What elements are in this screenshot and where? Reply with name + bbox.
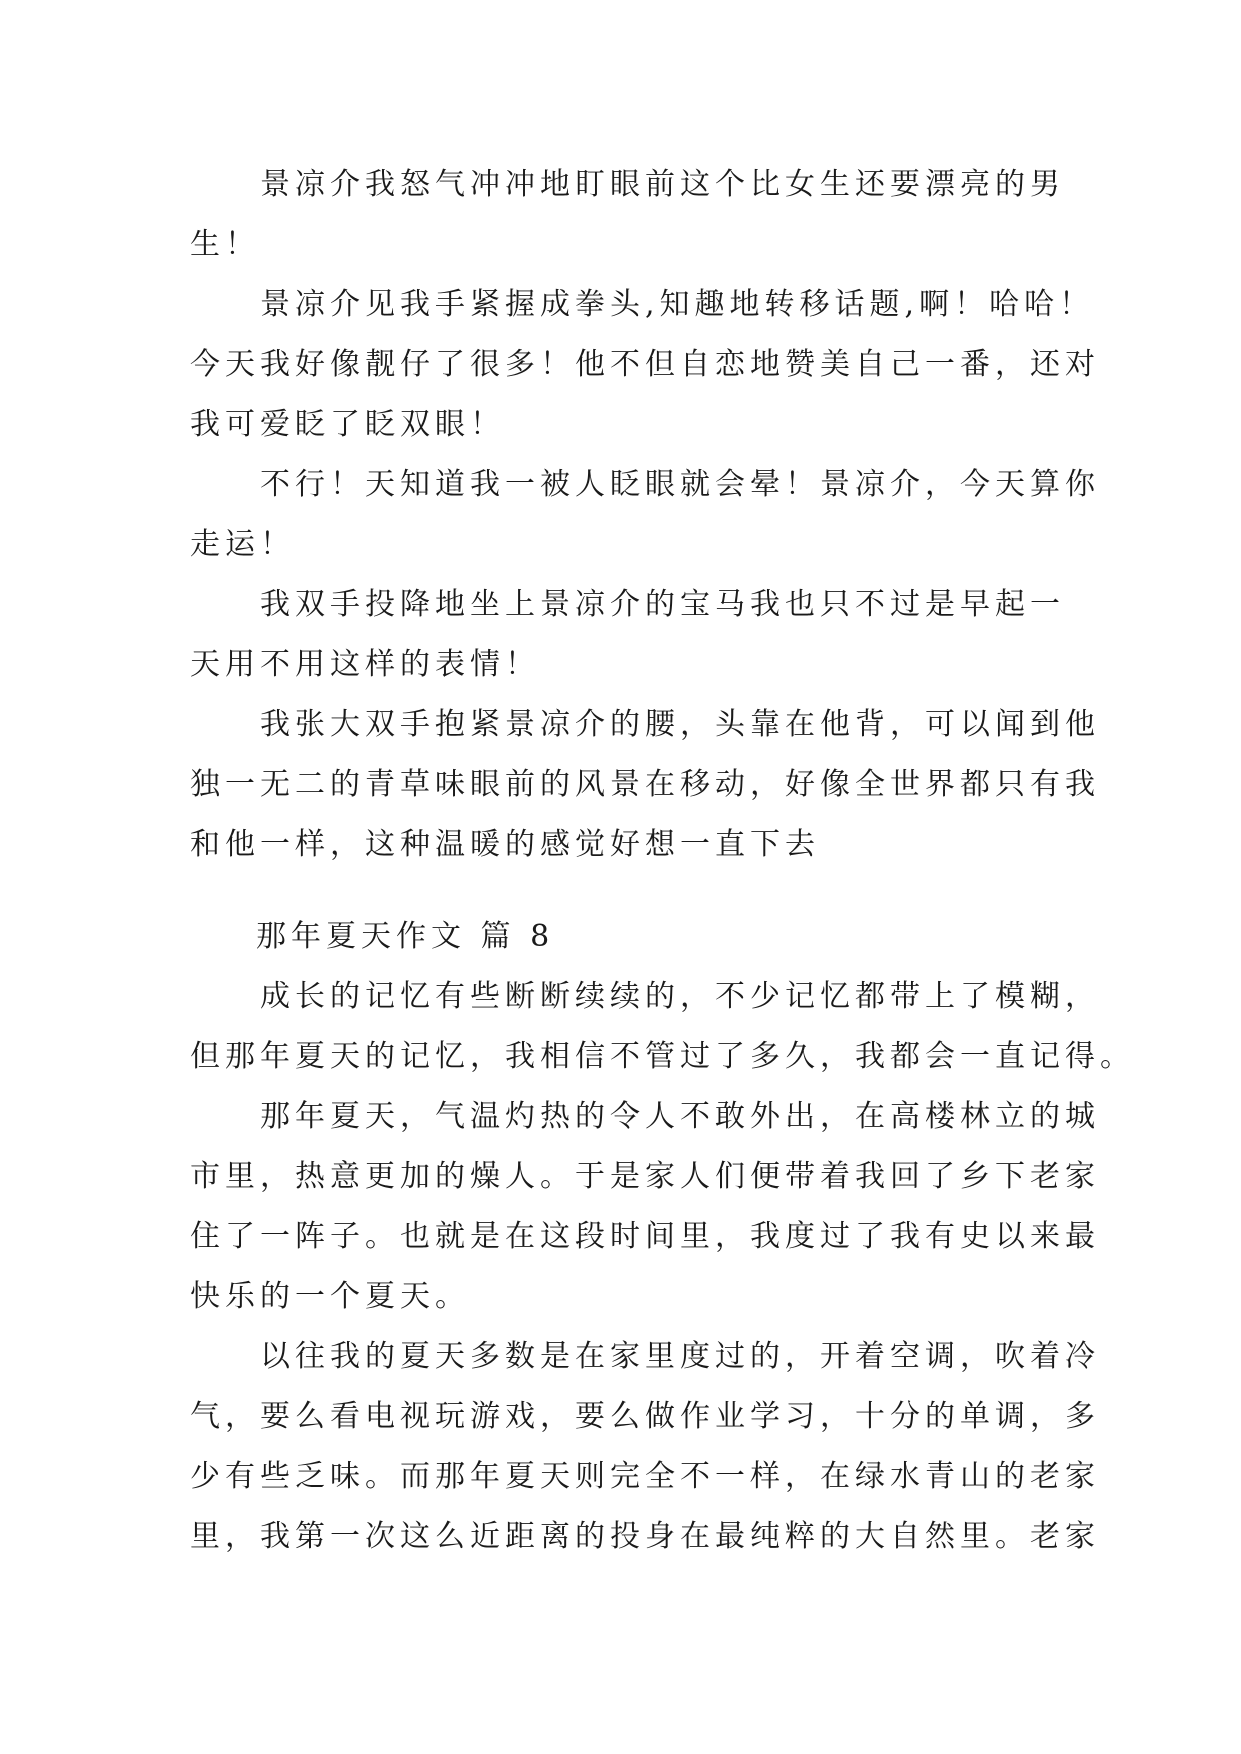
section-heading: 那年夏天作文 篇 8 <box>256 919 555 954</box>
paragraph-line: 不行！天知道我一被人眨眼就会晕！景凉介，今天算你 <box>260 467 1100 502</box>
paragraph-line: 住了一阵子。也就是在这段时间里，我度过了我有史以来最 <box>190 1219 1100 1254</box>
paragraph-line: 我双手投降地坐上景凉介的宝马我也只不过是早起一 <box>260 587 1065 622</box>
paragraph-line: 和他一样，这种温暖的感觉好想一直下去 <box>190 827 820 862</box>
paragraph-line: 走运！ <box>190 527 295 562</box>
essay-section <box>190 907 1135 1567</box>
paragraph-line: 我可爱眨了眨双眼！ <box>190 407 505 442</box>
paragraph-line: 但那年夏天的记忆，我相信不管过了多久，我都会一直记得。 <box>190 1039 1135 1074</box>
paragraph-line: 独一无二的青草味眼前的风景在移动，好像全世界都只有我 <box>190 767 1100 802</box>
paragraph-line: 天用不用这样的表情！ <box>190 647 540 682</box>
paragraph-line: 成长的记忆有些断断续续的，不少记忆都带上了模糊， <box>260 979 1100 1014</box>
paragraph-line: 少有些乏味。而那年夏天则完全不一样，在绿水青山的老家 <box>190 1459 1100 1494</box>
paragraph-line: 那年夏天，气温灼热的令人不敢外出，在高楼林立的城 <box>260 1099 1100 1134</box>
paragraph-line: 市里，热意更加的燥人。于是家人们便带着我回了乡下老家 <box>190 1159 1100 1194</box>
paragraph-line: 今天我好像靓仔了很多！他不但自恋地赞美自己一番，还对 <box>190 347 1100 382</box>
paragraph-line: 快乐的一个夏天。 <box>190 1279 470 1314</box>
paragraph-line: 景凉介我怒气冲冲地盯眼前这个比女生还要漂亮的男 <box>260 167 1065 202</box>
paragraph-line: 里，我第一次这么近距离的投身在最纯粹的大自然里。老家 <box>190 1519 1100 1554</box>
paragraph-line: 以往我的夏天多数是在家里度过的，开着空调，吹着冷 <box>260 1339 1100 1374</box>
paragraph-line: 景凉介见我手紧握成拳头,知趣地转移话题,啊！哈哈！ <box>260 287 1095 322</box>
paragraph-line: 生！ <box>190 227 260 262</box>
paragraph-line: 气，要么看电视玩游戏，要么做作业学习，十分的单调，多 <box>190 1399 1100 1434</box>
paragraph-line: 我张大双手抱紧景凉介的腰，头靠在他背，可以闻到他 <box>260 707 1100 742</box>
story-excerpt <box>190 155 1100 875</box>
